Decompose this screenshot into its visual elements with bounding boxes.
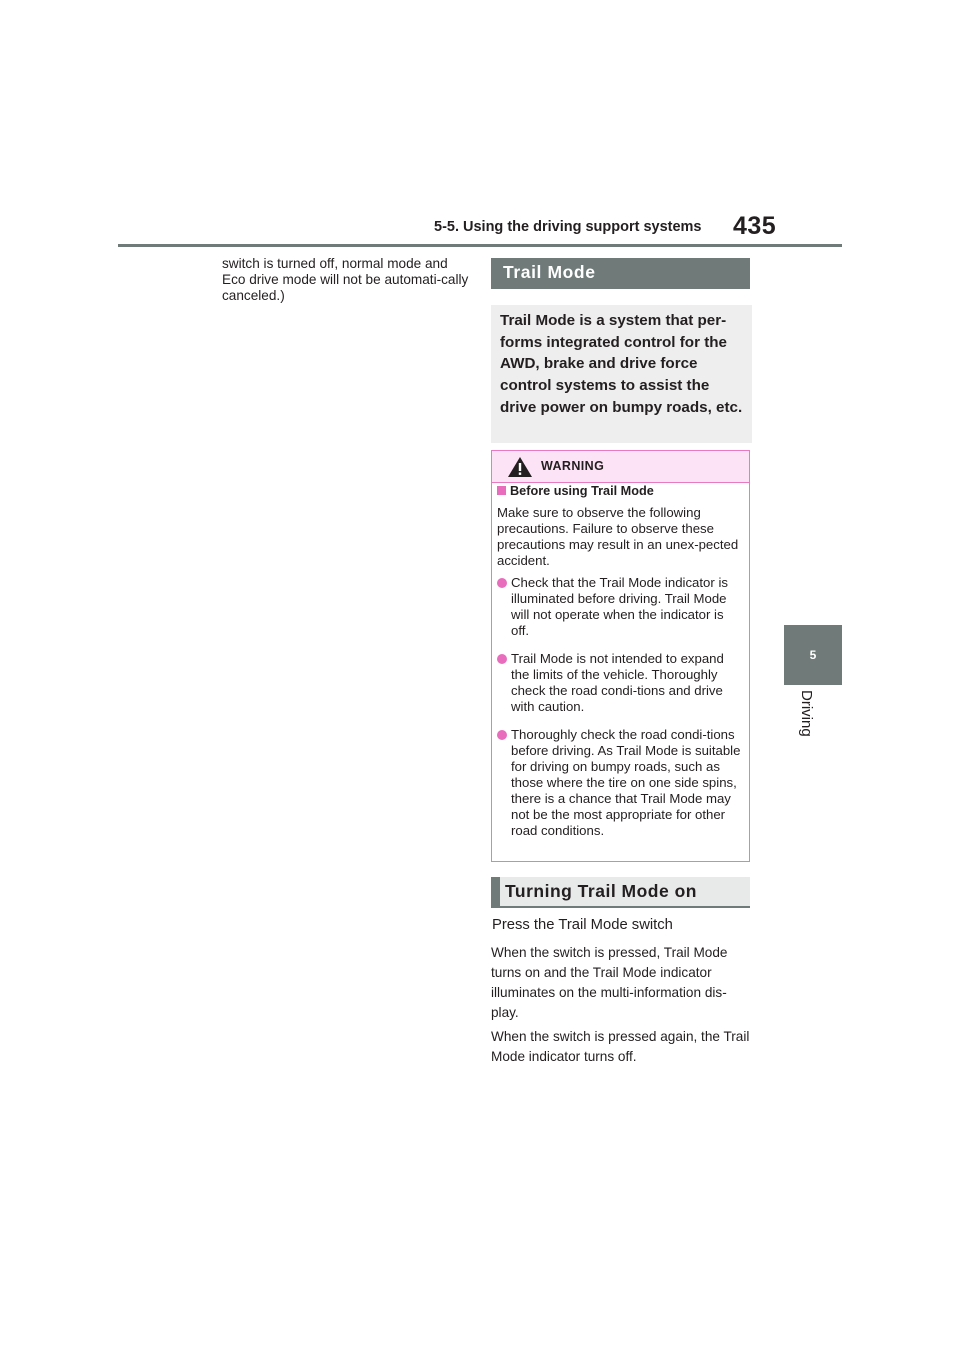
section-heading-text: Trail Mode bbox=[503, 262, 596, 282]
warning-triangle-icon bbox=[507, 456, 533, 478]
circle-bullet-icon bbox=[497, 730, 507, 740]
warning-paragraph: Make sure to observe the following precautions. Failure to observe these precautions may result in an unex-pected accident. bbox=[497, 505, 739, 568]
circle-bullet-icon bbox=[497, 654, 507, 664]
intro-summary-box bbox=[491, 305, 752, 443]
header-section-title: 5-5. Using the driving support systems bbox=[434, 219, 702, 235]
warning-bullet-item bbox=[497, 575, 743, 639]
warning-bullet-item bbox=[497, 727, 743, 839]
warning-subheading bbox=[497, 484, 654, 498]
warning-header bbox=[492, 451, 749, 483]
section-heading-turning-on bbox=[491, 877, 750, 908]
square-bullet-icon bbox=[497, 486, 506, 495]
continued-paragraph: switch is turned off, normal mode and Eco drive mode will not be automati-cally canceled.) bbox=[222, 256, 469, 303]
warning-subheading-text: Before using Trail Mode bbox=[510, 484, 654, 498]
section-heading-trail-mode bbox=[491, 258, 750, 289]
page-number: 435 bbox=[733, 212, 777, 240]
warning-title: WARNING bbox=[541, 459, 605, 473]
section-heading-text: Turning Trail Mode on bbox=[505, 881, 697, 901]
warning-bullet-text: Thoroughly check the road condi-tions before driving. As Trail Mode is suitable for driving on bumpy roads, such as those where the tire on one side spins, there is a chance that Trail Mode may not be the most appropriate for other road conditions. bbox=[511, 727, 741, 838]
chapter-number: 5 bbox=[809, 648, 817, 662]
chapter-label: Driving bbox=[798, 690, 815, 737]
intro-summary-text: Trail Mode is a system that per-forms integrated control for the AWD, brake and drive force control systems to assist the drive power on bumpy roads, etc. bbox=[500, 312, 743, 416]
header-divider bbox=[118, 244, 842, 247]
body-paragraph: When the switch is pressed, Trail Mode turns on and the Trail Mode indicator illuminates on the multi-information dis-play. bbox=[491, 945, 728, 1020]
circle-bullet-icon bbox=[497, 578, 507, 588]
body-paragraph: When the switch is pressed again, the Trail Mode indicator turns off. bbox=[491, 1029, 750, 1064]
warning-bullet-text: Trail Mode is not intended to expand the limits of the vehicle. Thoroughly check the road condi-tions and drive with caution. bbox=[511, 651, 724, 714]
chapter-tab bbox=[784, 625, 842, 685]
step-instruction: Press the Trail Mode switch bbox=[492, 917, 673, 933]
chapter-label-container bbox=[784, 686, 842, 766]
warning-box bbox=[491, 450, 750, 862]
warning-bullet-text: Check that the Trail Mode indicator is illuminated before driving. Trail Mode will not operate when the indicator is off. bbox=[511, 575, 728, 638]
warning-bullet-item bbox=[497, 651, 743, 715]
